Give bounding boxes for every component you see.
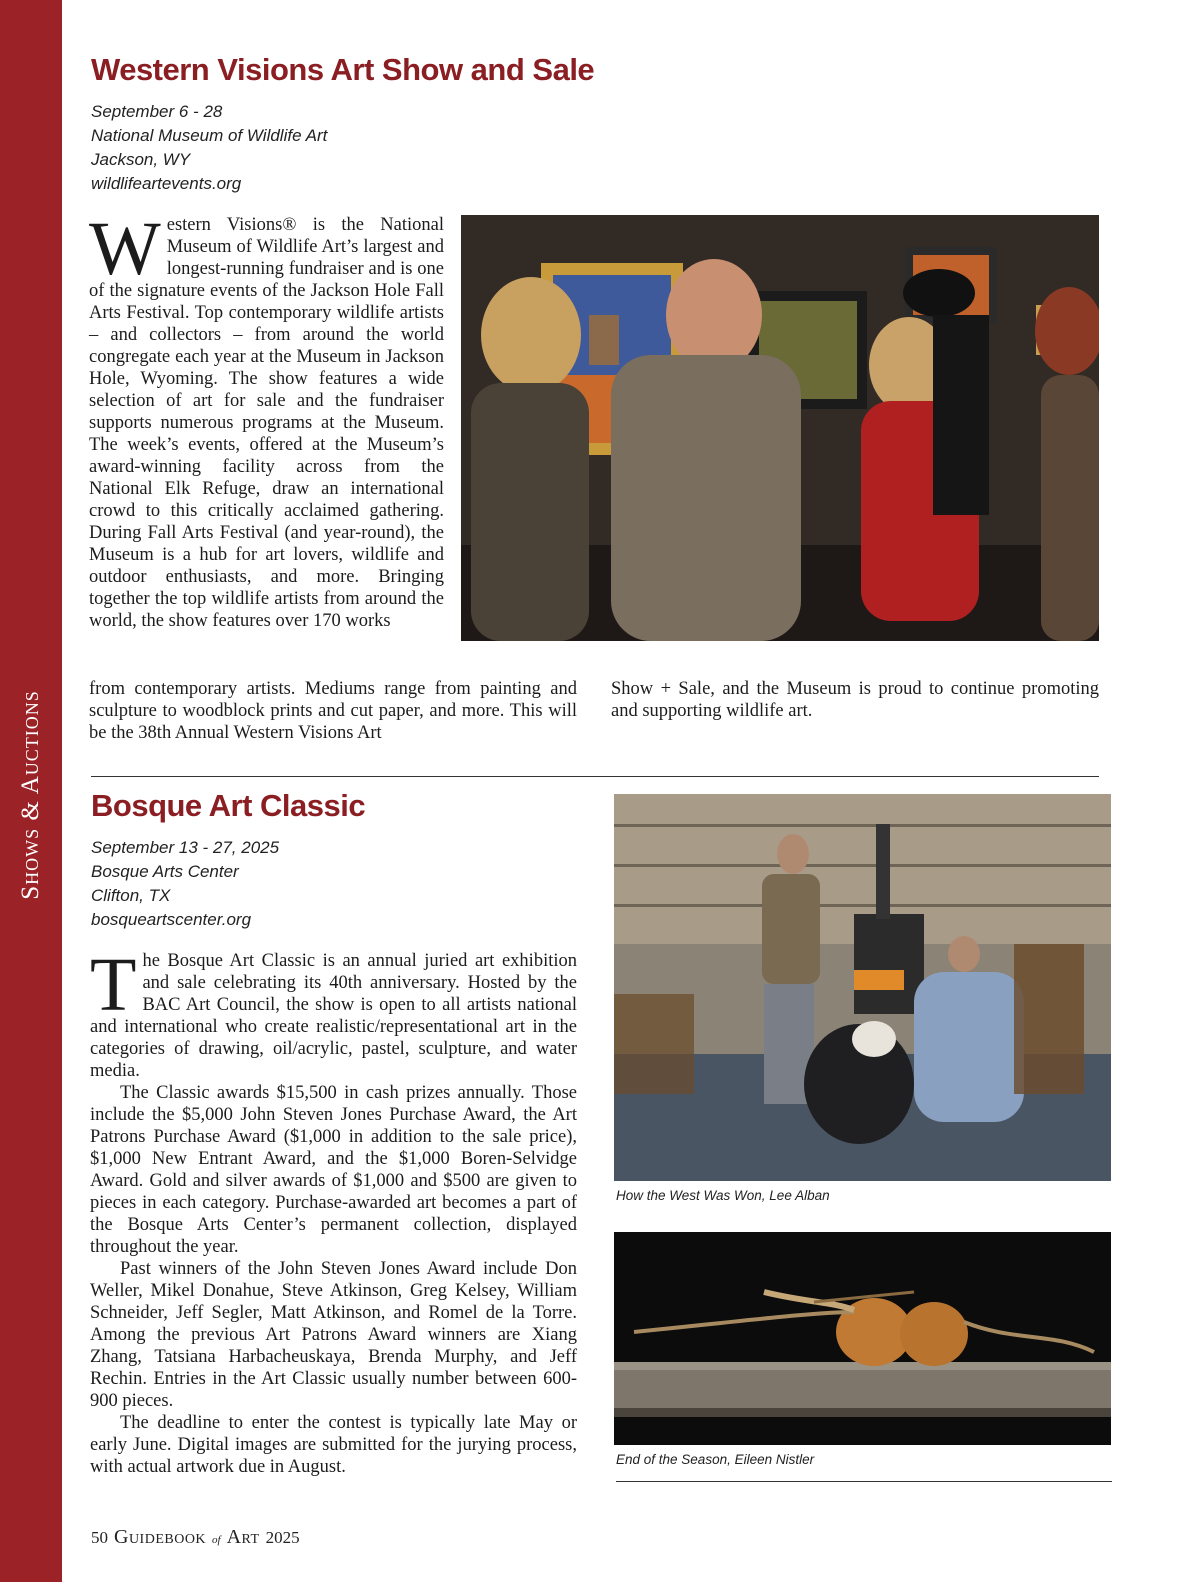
- event-venue: Bosque Arts Center: [91, 862, 239, 881]
- paragraph: estern Visions® is the National Museum of Wildlife Art’s largest and longest-running fundraiser and is one of the signature events of the Jackson Hole Fall Arts Festival. Top contemporary wildlife artists – and collectors – from around the world congregate each year at the Museum in Jackson Hole, Wyoming. The show features a wide selection of art for sale and the fundraiser supports numerous programs at the Museum. The week’s events, offered at the Museum’s award-winning facility across from the National Elk Refuge, draw an international crowd to this critically acclaimed gathering. During Fall Arts Festival (and year-round), the Museum is a hub for art lovers, wildlife and outdoor enthusiasts, and more. Bringing together the top wildlife artists from around the world, the show features over 170 works: [89, 215, 444, 631]
- cabin-painting-image: [614, 794, 1111, 1181]
- event-location: Clifton, TX: [91, 886, 171, 905]
- paragraph: The Classic awards $15,500 in cash prizes annually. Those include the $5,000 John Steven Jones Purchase Award, the Art Patrons Purchase Award ($1,000 in addition to the sale price), $1,000 New Entrant Award, and the $1,000 Boren-Selvidge Award. Gold and silver awards of $1,000 and $500 are given to pieces in each category. Purchase-awarded art becomes a part of the Bosque Arts Center’s permanent collection, displayed throughout the year.: [90, 1083, 577, 1257]
- publication-name-part1: Guidebook: [114, 1526, 207, 1548]
- event-location: Jackson, WY: [91, 150, 191, 169]
- bosque-art-classic-details: [91, 836, 279, 932]
- image-caption: How the West Was Won, Lee Alban: [616, 1188, 830, 1203]
- publication-name-part2: Art: [226, 1526, 260, 1548]
- caption-divider: [616, 1481, 1112, 1482]
- drop-cap: W: [89, 207, 161, 291]
- drop-cap: T: [90, 943, 137, 1027]
- gallery-photo: [461, 215, 1099, 641]
- western-visions-body-part1: [89, 207, 444, 632]
- event-dates: September 13 - 27, 2025: [91, 838, 280, 857]
- sidebar-section-label: Shows & Auctions: [17, 690, 44, 900]
- event-venue: National Museum of Wildlife Art: [91, 126, 328, 145]
- paragraph: Past winners of the John Steven Jones Award include Don Weller, Mikel Donahue, Steve Atkinson, Greg Kelsey, William Schneider, Jeff Segler, Matt Atkinson, and Romel de la Torre. Among the previous Art Patrons Award winners are Xiang Zhang, Tatsiana Harbacheuskaya, Brenda Murphy, and Jeff Rechin. Entries in the Art Classic usually number between 600-900 pieces.: [90, 1259, 577, 1411]
- western-visions-details: [91, 100, 327, 196]
- page-number: 50: [91, 1528, 108, 1547]
- paragraph: The deadline to enter the contest is typically late May or early June. Digital images are submitted for the jurying process, with actual artwork due in August.: [90, 1413, 577, 1477]
- page-footer: [91, 1526, 300, 1549]
- paragraph: he Bosque Art Classic is an annual juried art exhibition and sale celebrating its 40th anniversary. Hosted by the BAC Art Council, the show is open to all artists national and international who create realistic/representational art in the categories of drawing, oil/acrylic, pastel, sculpture, and water media.: [90, 951, 577, 1081]
- bosque-art-classic-title: Bosque Art Classic: [91, 788, 366, 823]
- section-divider: [91, 776, 1099, 777]
- event-website: wildlifeartevents.org: [91, 174, 242, 193]
- publication-year: 2025: [265, 1528, 300, 1547]
- event-website: bosqueartscenter.org: [91, 910, 252, 929]
- event-dates: September 6 - 28: [91, 102, 223, 121]
- section-sidebar: [0, 0, 62, 1582]
- image-caption: End of the Season, Eileen Nistler: [616, 1452, 815, 1467]
- still-life-painting-image: [614, 1232, 1111, 1445]
- publication-name-of: of: [212, 1534, 221, 1546]
- paragraph: Show + Sale, and the Museum is proud to continue promoting and supporting wildlife art.: [611, 679, 1099, 721]
- western-visions-title: Western Visions Art Show and Sale: [91, 52, 595, 87]
- western-visions-body-part2: [89, 678, 577, 744]
- paragraph: from contemporary artists. Mediums range from painting and sculpture to woodblock prints and cut paper, and more. This will be the 38th Annual Western Visions Art: [89, 679, 577, 743]
- western-visions-body-part3: [611, 678, 1099, 722]
- bosque-art-classic-body: [90, 943, 577, 1478]
